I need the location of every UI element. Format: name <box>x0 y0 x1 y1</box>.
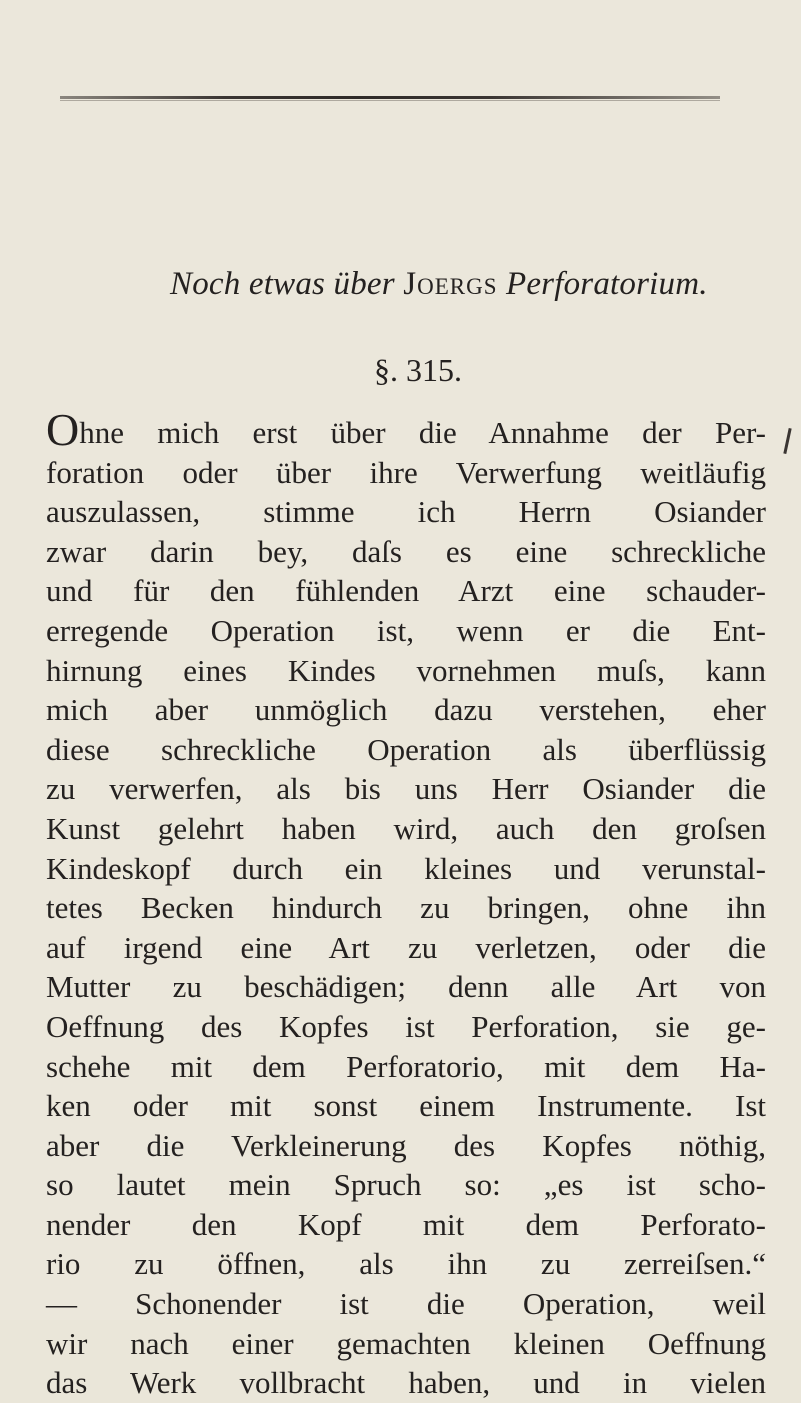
text-line: rio zu öffnen, als ihn zu zerreiſsen.“ <box>46 1246 766 1282</box>
header-rule <box>60 96 720 99</box>
text-line: Ohne mich erst über die Annahme der Per- <box>46 404 766 455</box>
text-line: nender den Kopf mit dem Perforato- <box>46 1206 766 1242</box>
text-line: hirnung eines Kindes vornehmen muſs, kann <box>46 652 766 688</box>
text-line: auszulassen, stimme ich Herrn Osiander <box>46 494 766 530</box>
initial-letter: O <box>46 404 80 455</box>
text-line: diese schreckliche Operation als überflüssig <box>46 731 766 767</box>
text-line: erregende Operation ist, wenn er die Ent- <box>46 612 766 648</box>
text-line: und für den fühlenden Arzt eine schauder- <box>46 573 766 609</box>
text-line: foration oder über ihre Verwerfung weitläufig <box>46 454 766 490</box>
text-line: zwar darin bey, daſs es eine schreckliche <box>46 533 766 569</box>
text-line: wir nach einer gemachten kleinen Oeffnung <box>46 1325 766 1361</box>
text-line: aber die Verkleinerung des Kopfes nöthig, <box>46 1127 766 1163</box>
text-line: mich aber unmöglich dazu verstehen, eher <box>46 692 766 728</box>
text-line: so lautet mein Spruch so: „es ist scho- <box>46 1167 766 1203</box>
heading-author-name: Joergs <box>403 266 498 302</box>
heading-text-part2: Perforatorium. <box>497 266 708 302</box>
chapter-heading <box>170 266 708 303</box>
text-line: das Werk vollbracht haben, und in vielen <box>46 1365 766 1401</box>
text-line: schehe mit dem Perforatorio, mit dem Ha- <box>46 1048 766 1084</box>
text-line: Oeffnung des Kopfes ist Perforation, sie ge- <box>46 1008 766 1044</box>
text-line: zu verwerfen, als bis uns Herr Osiander die <box>46 771 766 807</box>
heading-text-part1: Noch etwas über <box>170 266 404 302</box>
text-line: Kunst gelehrt haben wird, auch den groſsen <box>46 810 766 846</box>
margin-mark <box>783 428 791 454</box>
header-rule-thin <box>60 100 720 101</box>
text-line: ken oder mit sonst einem Instrumente. Ist <box>46 1088 766 1124</box>
body-paragraph <box>46 404 766 1403</box>
text-line: Mutter zu beschädigen; denn alle Art von <box>46 969 766 1005</box>
section-number: §. 315. <box>374 352 462 388</box>
text-line: Kindeskopf durch ein kleines und verunstal- <box>46 850 766 886</box>
text-line: — Schonender ist die Operation, weil <box>46 1286 766 1322</box>
text-line: auf irgend eine Art zu verletzen, oder die <box>46 929 766 965</box>
text-line: tetes Becken hindurch zu bringen, ohne ihn <box>46 890 766 926</box>
